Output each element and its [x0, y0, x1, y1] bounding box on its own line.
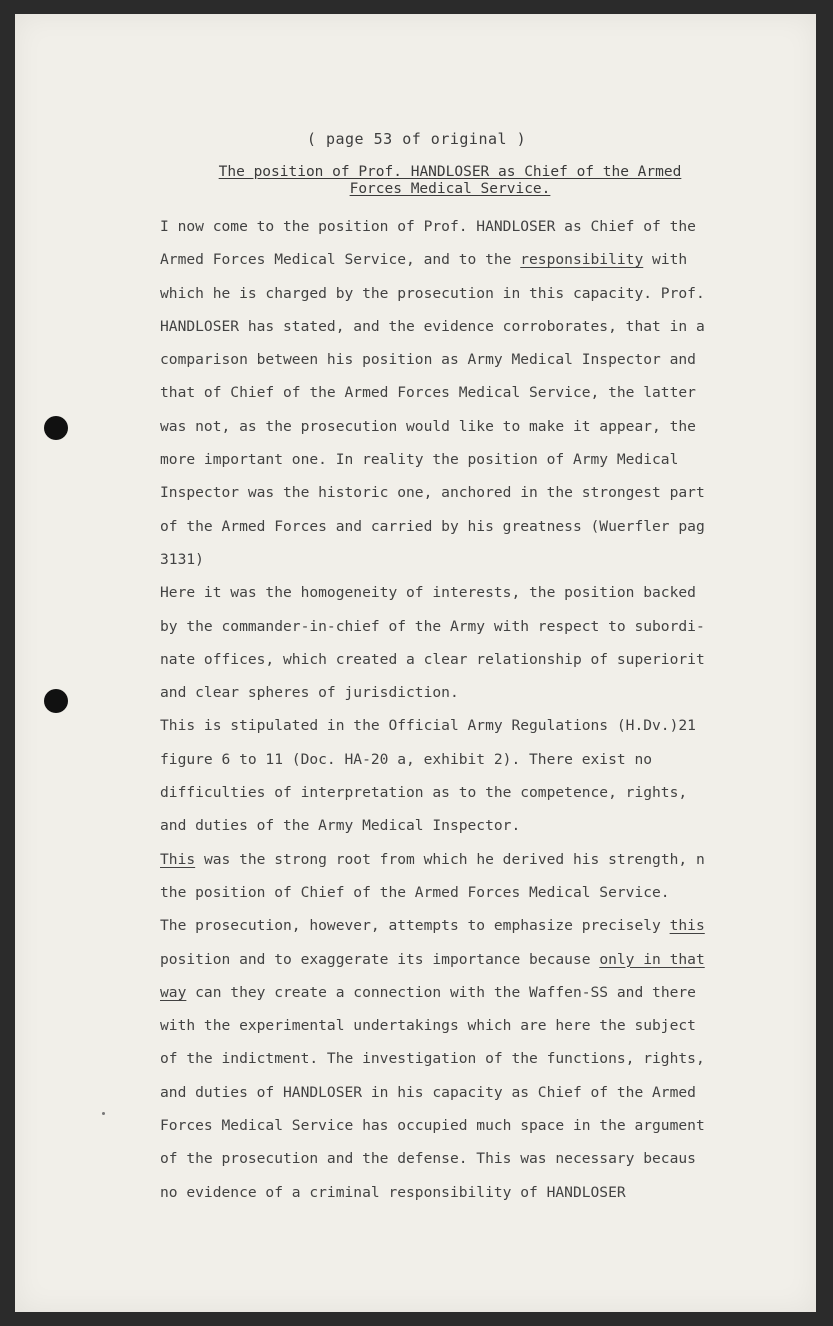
underlined-text: only in that — [599, 950, 705, 968]
text-line — [160, 1176, 790, 1209]
text-segment: HANDLOSER has stated, and the evidence corroborates, that in a — [160, 317, 705, 335]
text-segment: The prosecution, however, attempts to emphasize precisely — [160, 917, 670, 935]
text-line — [160, 643, 790, 676]
text-line — [160, 576, 790, 609]
text-line — [160, 943, 790, 976]
paper-speck — [102, 1112, 105, 1115]
punch-hole — [44, 416, 68, 440]
text-line — [160, 543, 790, 576]
heading-line-2: Forces Medical Service. — [349, 181, 551, 197]
text-line — [160, 976, 790, 1009]
underlined-text: this — [669, 917, 705, 935]
text-segment: was the strong root from which he derived his strength, n — [195, 850, 705, 868]
text-segment: of the prosecution and the defense. This was necessary becaus — [160, 1150, 696, 1168]
underlined-text: way — [160, 983, 187, 1001]
text-segment: nate offices, which created a clear relationship of superiorit — [160, 650, 705, 668]
text-segment: This is stipulated in the Official Army Regulations (H.Dv.)21 — [160, 717, 696, 735]
underlined-text: This — [160, 850, 196, 868]
text-line — [160, 676, 790, 709]
section-heading — [170, 164, 730, 198]
page-note: ( page 53 of original ) — [306, 130, 527, 148]
text-segment: I now come to the position of Prof. HANDLOSER as Chief of the — [160, 218, 696, 235]
text-segment: the position of Chief of the Armed Forces Medical Service. — [160, 883, 670, 901]
text-segment: which he is charged by the prosecution in this capacity. Prof. — [160, 284, 705, 302]
text-segment: by the commander-in-chief of the Army with respect to subordi- — [160, 617, 705, 635]
text-line — [160, 743, 790, 776]
text-segment: Armed Forces Medical Service, and to the — [160, 251, 521, 269]
text-line — [160, 210, 790, 243]
text-line — [160, 843, 790, 876]
text-segment: was not, as the prosecution would like to make it appear, the — [160, 417, 696, 435]
text-line — [160, 343, 790, 376]
text-line — [160, 809, 790, 842]
text-segment: of the Armed Forces and carried by his greatness (Wuerfler pag — [160, 517, 705, 535]
text-segment: can they create a connection with the Waffen-SS and there — [186, 983, 696, 1001]
text-line — [160, 277, 790, 310]
text-segment: comparison between his position as Army Medical Inspector and — [160, 351, 696, 369]
text-line — [160, 709, 790, 742]
text-segment: Forces Medical Service has occupied much space in the argument — [160, 1117, 705, 1135]
text-line — [160, 610, 790, 643]
text-segment: and duties of the Army Medical Inspector. — [160, 817, 521, 835]
text-segment: with — [643, 251, 688, 269]
text-segment: position and to exaggerate its importance because — [160, 950, 600, 968]
heading-line-1: The position of Prof. HANDLOSER as Chief of the Armed — [218, 164, 682, 180]
text-line — [160, 1009, 790, 1042]
text-line — [160, 876, 790, 909]
text-segment: 3131) — [160, 550, 204, 568]
text-line — [160, 1142, 790, 1175]
text-line — [160, 1109, 790, 1142]
text-segment: with the experimental undertakings which are here the subject — [160, 1017, 696, 1035]
text-line — [160, 1076, 790, 1109]
text-segment: Inspector was the historic one, anchored in the strongest part — [160, 484, 705, 502]
underlined-text: responsibility — [520, 251, 644, 269]
text-line — [160, 410, 790, 443]
body-text — [160, 210, 790, 1209]
text-segment: and clear spheres of jurisdiction. — [160, 684, 459, 702]
text-line — [160, 1042, 790, 1075]
text-segment: of the indictment. The investigation of the functions, rights, — [160, 1050, 705, 1068]
text-segment: more important one. In reality the position of Army Medical — [160, 451, 679, 469]
text-segment: figure 6 to 11 (Doc. HA-20 a, exhibit 2). There exist no — [160, 750, 653, 768]
text-line — [160, 310, 790, 343]
text-line — [160, 476, 790, 509]
text-segment: and duties of HANDLOSER in his capacity as Chief of the Armed — [160, 1083, 696, 1101]
text-segment: Here it was the homogeneity of interests, the position backed — [160, 584, 696, 602]
punch-hole — [44, 689, 68, 713]
text-segment: difficulties of interpretation as to the competence, rights, — [160, 784, 688, 802]
text-segment: that of Chief of the Armed Forces Medical Service, the latter — [160, 384, 696, 402]
text-line — [160, 909, 790, 942]
text-line — [160, 510, 790, 543]
text-segment: no evidence of a criminal responsibility of HANDLOSER — [160, 1183, 626, 1201]
text-line — [160, 243, 790, 276]
text-line — [160, 443, 790, 476]
text-line — [160, 776, 790, 809]
text-line — [160, 376, 790, 409]
